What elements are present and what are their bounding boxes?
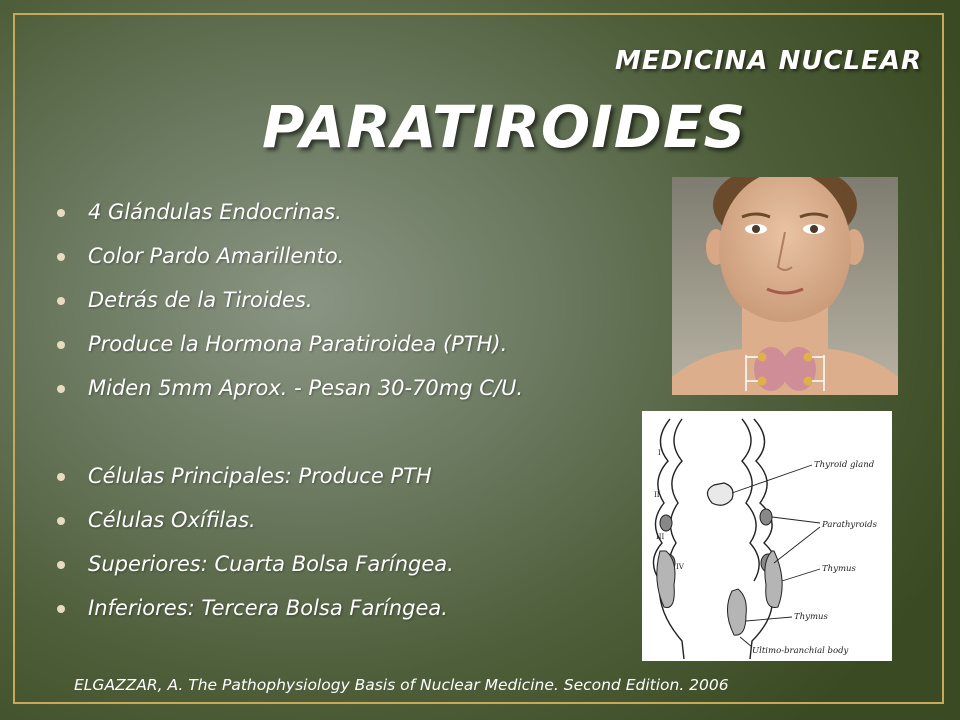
pouch-numeral: I	[658, 449, 661, 457]
pharyngeal-pouch-drawing	[642, 411, 892, 661]
bullet-dot-icon	[57, 297, 65, 305]
bullet-dot-icon	[57, 341, 65, 349]
bullet-text: Miden 5mm Aprox. - Pesan 30-70mg C/U.	[88, 376, 523, 400]
bullet-list	[55, 194, 655, 634]
bullet-text: Detrás de la Tiroides.	[88, 288, 313, 312]
bullet-item	[55, 546, 655, 590]
bullet-item	[55, 502, 655, 546]
bullet-dot-icon	[57, 385, 65, 393]
bullet-item	[55, 590, 655, 634]
bullet-dot-icon	[57, 561, 65, 569]
neck-anatomy-drawing	[672, 177, 898, 395]
parathyroids-label: Parathyroids	[822, 520, 877, 530]
slide-kicker: MEDICINA NUCLEAR	[614, 46, 922, 76]
bullet-text: Produce la Hormona Paratiroidea (PTH).	[88, 332, 508, 356]
bullet-dot-icon	[57, 253, 65, 261]
bullet-dot-icon	[57, 473, 65, 481]
bullet-text: 4 Glándulas Endocrinas.	[88, 200, 342, 224]
thymus-lower-label: Thymus	[794, 612, 828, 622]
thymus-label: Thymus	[822, 564, 856, 574]
bullet-text: Superiores: Cuarta Bolsa Faríngea.	[88, 552, 454, 576]
pouch-numeral: IV	[676, 563, 684, 571]
bullet-dot-icon	[57, 517, 65, 525]
pouch-numeral: II	[654, 491, 660, 499]
thyroid-gland-label: Thyroid gland	[814, 460, 875, 470]
bullet-item	[55, 282, 655, 326]
pouch-numeral: III	[656, 533, 665, 541]
ultimo-branchial-label: Ultimo-branchial body	[752, 646, 849, 656]
bullet-spacer	[55, 414, 655, 458]
neck-anatomy-illustration	[672, 177, 898, 395]
bullet-item	[55, 194, 655, 238]
citation-footnote: ELGAZZAR, A. The Pathophysiology Basis of Nuclear Medicine. Second Edition. 2006	[74, 676, 729, 694]
bullet-item	[55, 458, 655, 502]
bullet-dot-icon	[57, 605, 65, 613]
bullet-text: Inferiores: Tercera Bolsa Faríngea.	[88, 596, 448, 620]
bullet-dot-icon	[57, 209, 65, 217]
bullet-text: Color Pardo Amarillento.	[88, 244, 345, 268]
bullet-item	[55, 238, 655, 282]
bullet-text: Células Principales: Produce PTH	[88, 464, 432, 488]
bullet-item	[55, 326, 655, 370]
embryology-diagram	[642, 411, 892, 661]
bullet-text: Células Oxífilas.	[88, 508, 256, 532]
bullet-item	[55, 370, 655, 414]
slide-title: PARATIROIDES	[262, 93, 747, 161]
